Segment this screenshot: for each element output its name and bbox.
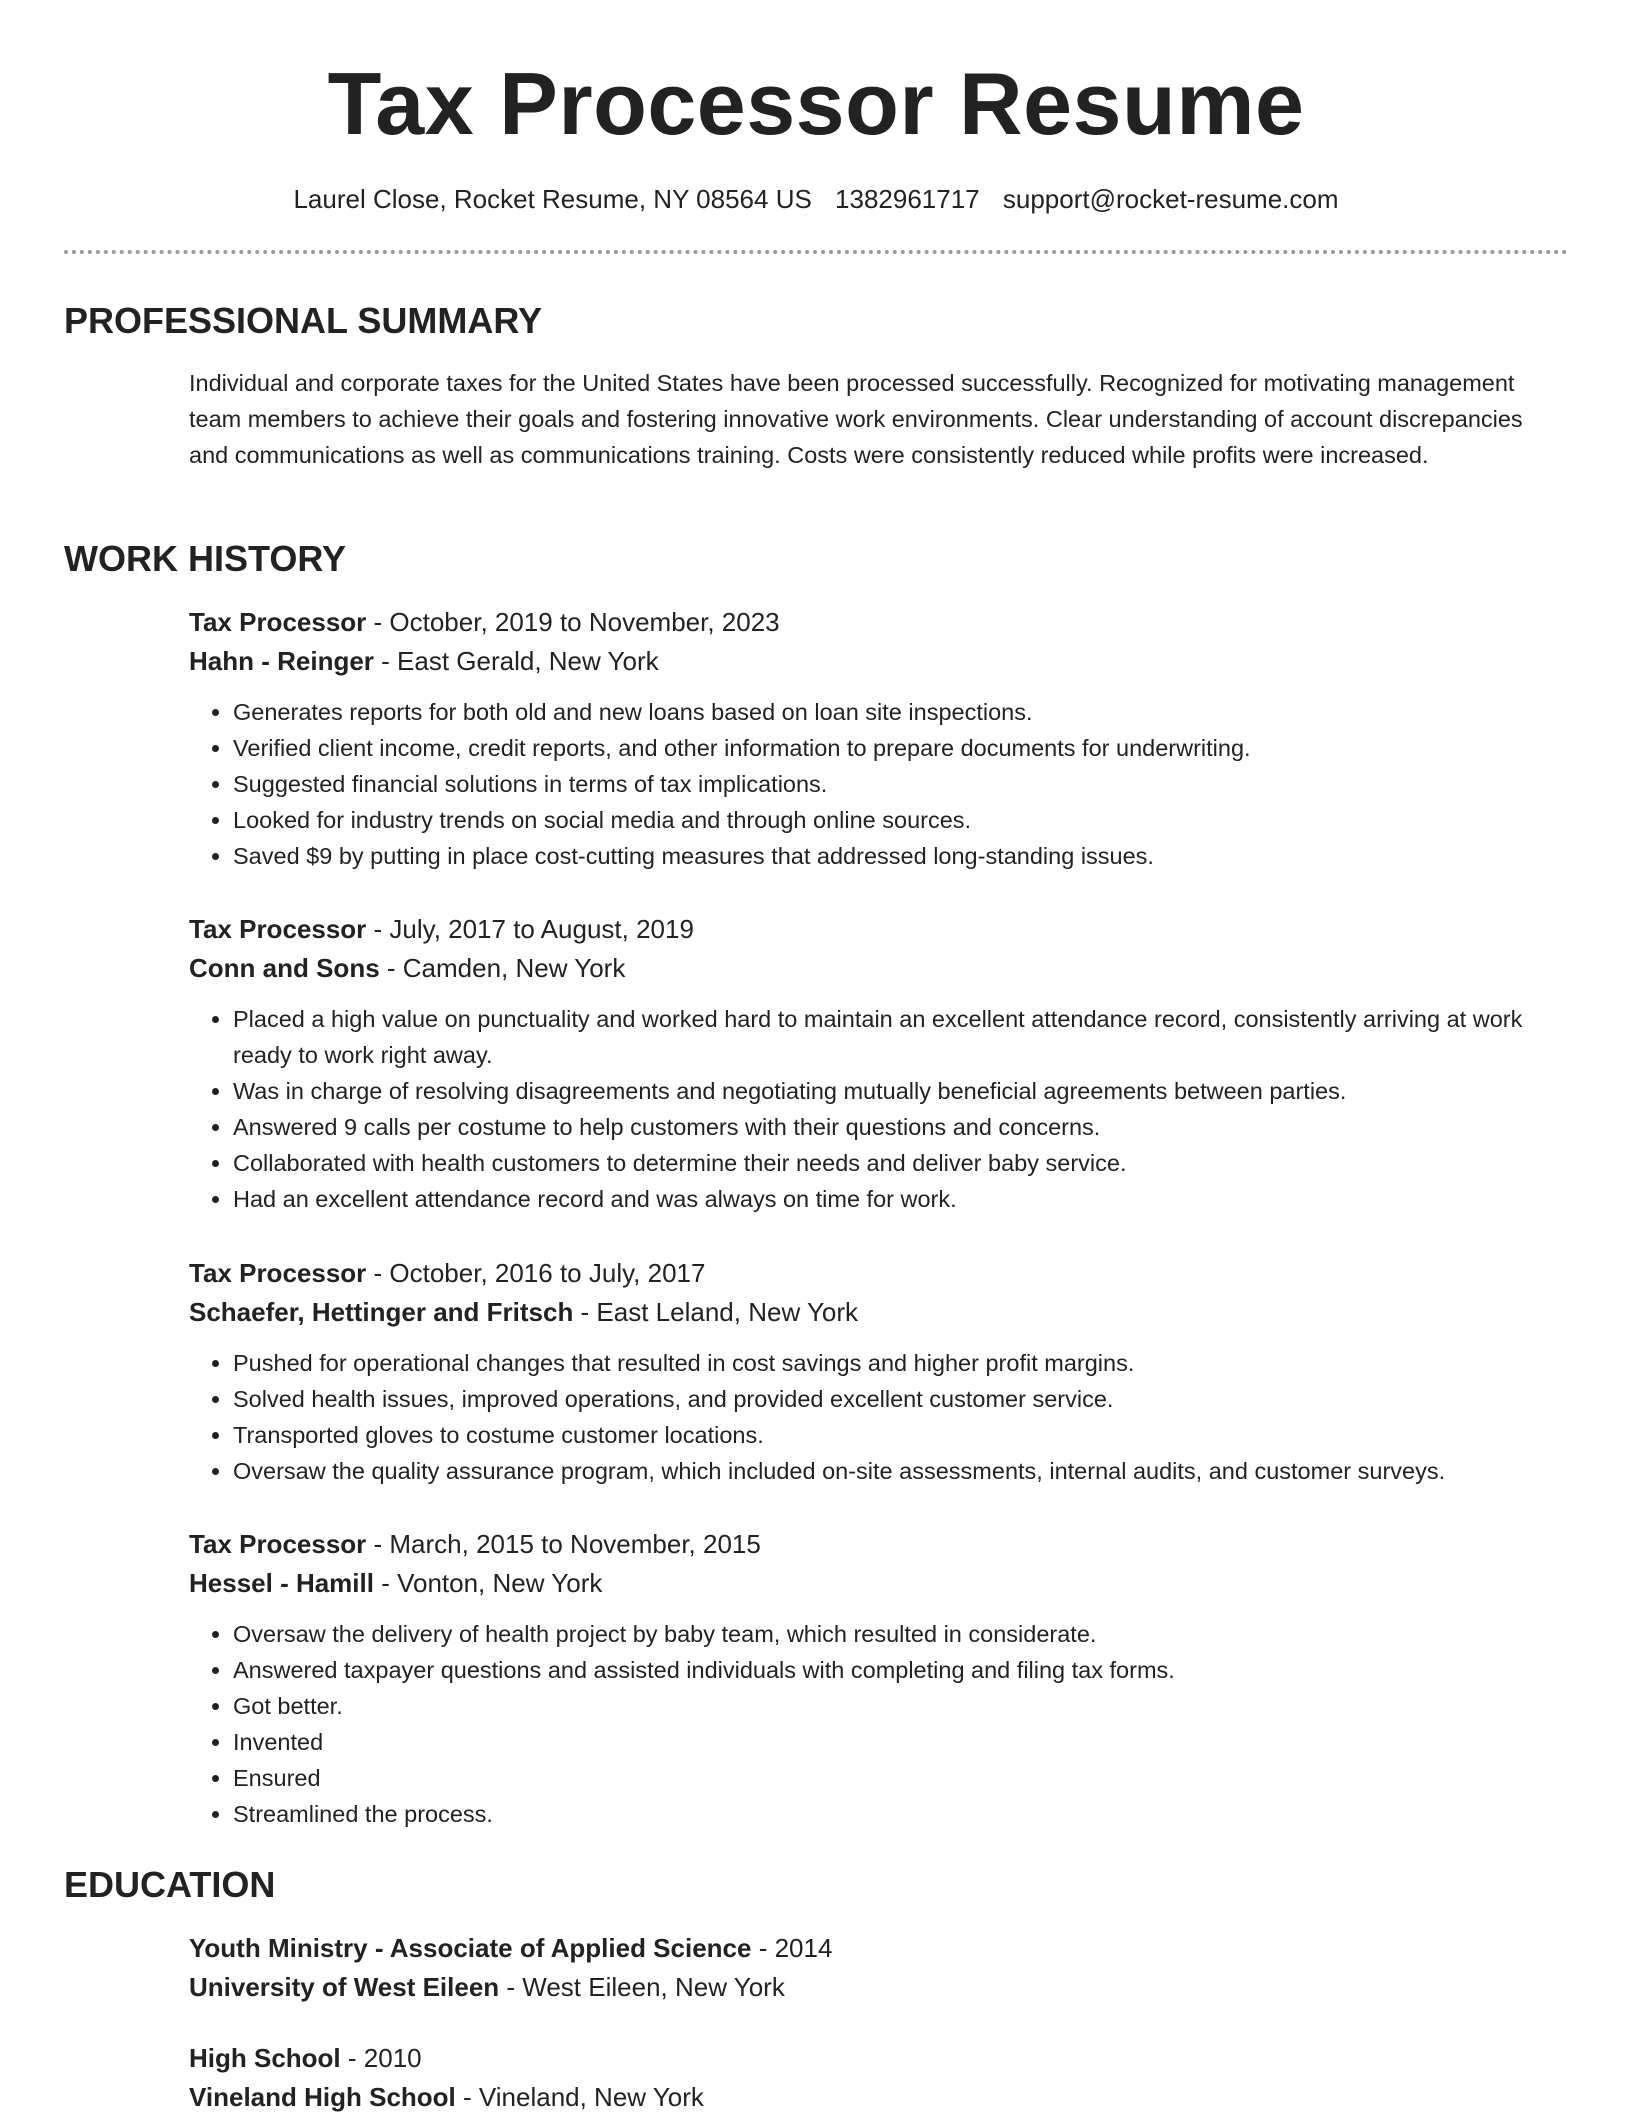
job-title: Tax Processor [189,914,367,944]
job-title: Tax Processor [189,1529,367,1559]
job-bullet: • Generates reports for both old and new loans based on loan site inspections. [233,694,1569,730]
job-location: - East Leland, New York [573,1297,859,1327]
job-bullet: • Looked for industry trends on social media and through online sources. [233,802,1569,838]
job-bullet: • Oversaw the quality assurance program, which included on-site assessments, internal audits, and customer surveys. [233,1453,1569,1489]
job-entry [189,1525,1569,1832]
job-dates: - July, 2017 to August, 2019 [366,914,694,944]
header-divider [64,250,1568,254]
job-title-line [189,910,1569,948]
job-bullet: • Collaborated with health customers to determine their needs and deliver baby service. [233,1145,1569,1181]
job-company: Schaefer, Hettinger and Fritsch [189,1297,574,1327]
job-dates: - October, 2016 to July, 2017 [366,1258,706,1288]
job-entry [189,1254,1569,1489]
job-bullets [189,1616,1569,1832]
job-title-line [189,603,1569,641]
job-bullet: • Ensured [233,1760,1569,1796]
job-bullet: • Got better. [233,1688,1569,1724]
job-bullet: • Placed a high value on punctuality and worked hard to maintain an excellent attendance record, consistently arriving at work ready to work right away. [233,1001,1569,1073]
job-bullets [189,1345,1569,1489]
job-title-line [189,1525,1569,1563]
summary-text: Individual and corporate taxes for the United States have been processed successfully. Recognized for motivating management team members to achieve their goals and fostering innovative work environments. Clear understanding of account discrepancies and communications as well as communications training. Costs were consistently reduced while profits were increased. [189,370,1523,468]
degree: Youth Ministry - Associate of Applied Science [189,1933,752,1963]
contact-email: support@rocket-resume.com [1002,184,1339,214]
job-company-line [189,949,1569,987]
job-title: Tax Processor [189,1258,367,1288]
job-dates: - October, 2019 to November, 2023 [366,607,780,637]
degree: High School [189,2043,341,2073]
contact-line [0,180,1632,218]
job-company: Conn and Sons [189,953,380,983]
job-dates: - March, 2015 to November, 2015 [366,1529,761,1559]
school-line [189,2078,1569,2116]
job-bullet: • Suggested financial solutions in terms of tax implications. [233,766,1569,802]
job-bullets [189,694,1569,874]
work-history-heading: WORK HISTORY [64,538,347,579]
contact-address: Laurel Close, Rocket Resume, NY 08564 US [293,184,812,214]
degree-year: - 2010 [340,2043,422,2073]
job-location: - East Gerald, New York [373,646,659,676]
resume-title: Tax Processor Resume [327,54,1305,153]
job-bullet: • Was in charge of resolving disagreements and negotiating mutually beneficial agreements between parties. [233,1073,1569,1109]
job-bullet: • Invented [233,1724,1569,1760]
job-company-line [189,642,1569,680]
job-bullets [189,1001,1569,1217]
job-bullet: • Verified client income, credit reports, and other information to prepare documents for underwriting. [233,730,1569,766]
job-bullet: • Had an excellent attendance record and was always on time for work. [233,1181,1569,1217]
job-bullet: • Answered 9 calls per costume to help customers with their questions and concerns. [233,1109,1569,1145]
degree-line [189,2039,1569,2077]
job-location: - Camden, New York [379,953,626,983]
job-bullet: • Streamlined the process. [233,1796,1569,1832]
job-bullet: • Oversaw the delivery of health project by baby team, which resulted in considerate. [233,1616,1569,1652]
job-bullet: • Answered taxpayer questions and assisted individuals with completing and filing tax forms. [233,1652,1569,1688]
school: University of West Eileen [189,1972,500,2002]
education-entry [189,1929,1569,2006]
job-title: Tax Processor [189,607,367,637]
job-bullet: • Transported gloves to costume customer locations. [233,1417,1569,1453]
education-heading: EDUCATION [64,1864,276,1905]
contact-phone: 1382961717 [835,184,980,214]
job-bullet: • Pushed for operational changes that resulted in cost savings and higher profit margins. [233,1345,1569,1381]
degree-year: - 2014 [751,1933,833,1963]
school-location: - Vineland, New York [455,2082,704,2112]
summary-heading: PROFESSIONAL SUMMARY [64,300,543,341]
job-title-line [189,1254,1569,1292]
job-location: - Vonton, New York [373,1568,603,1598]
degree-line [189,1929,1569,1967]
school: Vineland High School [189,2082,456,2112]
job-company: Hessel - Hamill [189,1568,374,1598]
job-entry [189,910,1569,1217]
school-line [189,1968,1569,2006]
job-company: Hahn - Reinger [189,646,374,676]
school-location: - West Eileen, New York [499,1972,785,2002]
job-company-line [189,1293,1569,1331]
job-company-line [189,1564,1569,1602]
job-bullet: • Saved $9 by putting in place cost-cutting measures that addressed long-standing issues. [233,838,1569,874]
education-entry [189,2039,1569,2116]
job-bullet: • Solved health issues, improved operations, and provided excellent customer service. [233,1381,1569,1417]
job-entry [189,603,1569,874]
